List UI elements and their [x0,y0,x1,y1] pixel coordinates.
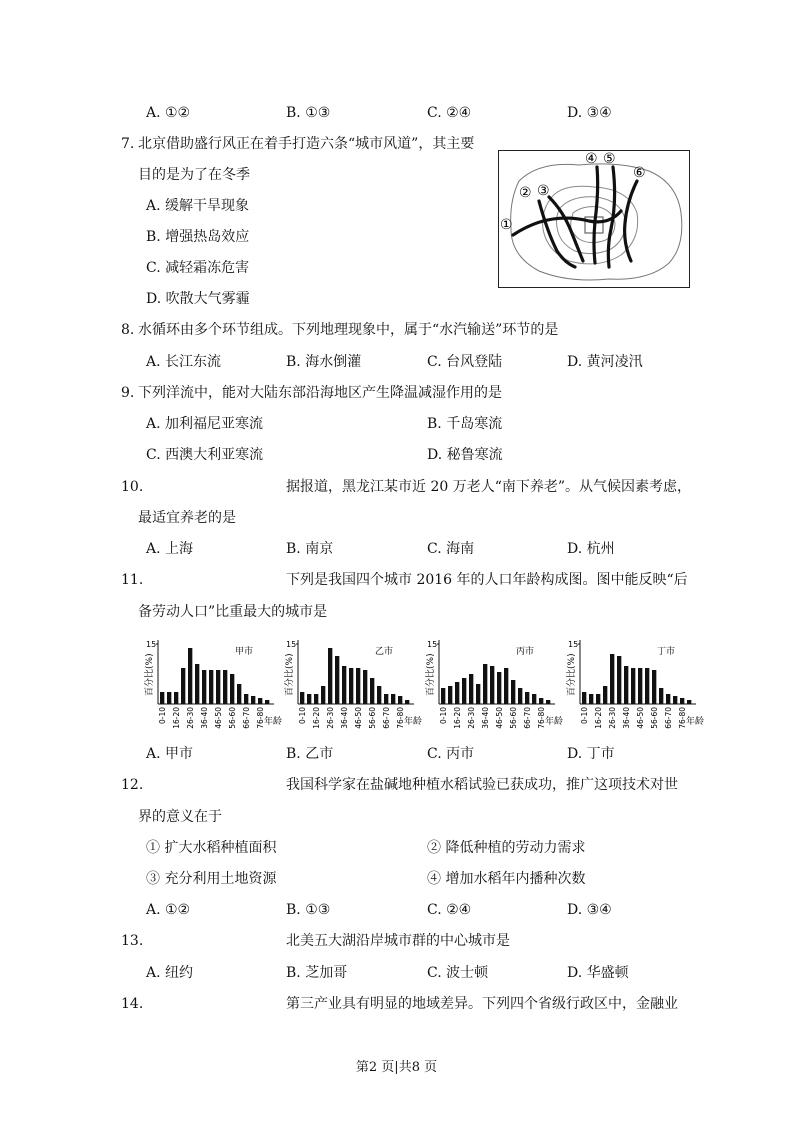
chart-title: 丁市 [657,647,676,657]
x-tick-label: 76-80 [678,707,688,729]
page-footer: 第2 页|共8 页 [355,1060,438,1075]
bar [455,682,459,704]
bar [469,674,473,704]
q9-stem: 下列洋流中，能对大陆东部沿海地区产生降温减湿作用的是 [138,385,502,401]
x-tick-label: 36-40 [622,707,632,729]
x-tick-label: 46-50 [214,707,224,729]
q12-item-4: ④ 增加水稻年内播种次数 [427,871,586,887]
q13-option-d: D. 华盛顿 [567,965,629,981]
x-tick-label: 66-70 [664,707,674,729]
bar [363,670,367,704]
bar [307,694,311,704]
x-tick-label: 76-80 [537,707,547,729]
q12-item-1: ① 扩大水稻种植面积 [146,840,277,856]
q13-number: 13. [121,933,144,949]
x-tick-label: 0-10 [580,707,590,725]
bar [181,668,185,704]
q9-option-a: A. 加利福尼亚寒流 [146,416,264,432]
q10-stem-line1: 据报道，黑龙江某市近 20 万老人“南下养老”。从气候因素考虑， [286,479,692,495]
bar [398,696,402,704]
bar [603,686,607,704]
q6-option-a: A. ①② [146,105,191,121]
bar [448,686,452,704]
bar [673,696,677,704]
q12-item-2: ② 降低种植的劳动力需求 [427,840,586,856]
chart-jia [140,634,288,734]
chart-title: 乙市 [375,647,394,657]
x-axis-label: 年龄 [404,717,423,727]
chart-title: 丙市 [516,647,535,657]
bar [251,696,255,704]
bar [490,666,494,704]
x-tick-label: 16-20 [172,707,182,729]
x-tick-label: 26-30 [326,707,336,729]
bar [174,692,178,704]
x-tick-label: 76-80 [396,707,406,729]
q6-option-b: B. ①③ [286,105,331,121]
x-tick-label: 56-60 [368,707,378,729]
bar [216,670,220,704]
bar [582,692,586,704]
x-tick-label: 66-70 [523,707,533,729]
bar [645,668,649,704]
bar [631,668,635,704]
bar [237,684,241,704]
q14-stem: 第三产业具有明显的地域差异。下列四个省级行政区中，金融业 [286,996,678,1012]
bar [539,698,543,704]
q11-number: 11. [121,572,144,588]
bar [659,688,663,704]
q13-option-c: C. 波士顿 [427,965,489,981]
bar [370,678,374,704]
q14-number: 14. [121,996,144,1012]
bar [349,668,353,704]
wind-corridor-map [498,150,690,288]
x-tick-label: 0-10 [158,707,168,725]
q11-option-a: A. 甲市 [146,746,194,762]
bar [160,692,164,704]
q8-option-b: B. 海水倒灌 [286,354,362,370]
x-axis-label: 年龄 [545,717,564,727]
q11-stem-line1: 下列是我国四个城市 2016 年的人口年龄构成图。图中能反映“后 [286,572,688,588]
map-label-5: ⑤ [603,151,616,167]
map-label-1: ① [500,217,513,233]
bar [391,694,395,704]
x-tick-label: 66-70 [242,707,252,729]
q11-option-b: B. 乙市 [286,746,334,762]
x-tick-label: 26-30 [467,707,477,729]
q12-option-b: B. ①③ [286,902,331,918]
x-tick-label: 46-50 [495,707,505,729]
x-axis-label: 年龄 [686,717,705,727]
bar [328,648,332,704]
bar [195,664,199,704]
x-tick-label: 16-20 [312,707,322,729]
bar [497,672,501,704]
bar [384,694,388,704]
bar [441,688,445,704]
x-tick-label: 0-10 [439,707,449,725]
corridor-6 [625,181,637,261]
x-tick-label: 46-50 [636,707,646,729]
bar [356,668,360,704]
y-axis-label: 百分比(%) [567,653,577,696]
q6-option-c: C. ②④ [427,105,472,121]
q6-option-d: D. ③④ [567,105,612,121]
bar [265,700,269,704]
bar [504,668,508,704]
x-tick-label: 56-60 [228,707,238,729]
x-tick-label: 66-70 [382,707,392,729]
q10-stem-line2: 最适宜养老的是 [138,510,236,526]
bar [525,692,529,704]
q7-option-a: A. 缓解干旱现象 [146,198,250,214]
bar [209,670,213,704]
q11-option-d: D. 丁市 [567,746,615,762]
bar [638,668,642,704]
bar [335,656,339,704]
bar [532,694,536,704]
q12-option-c: C. ②④ [427,902,472,918]
q11-stem-line2: 备劳动人口”比重最大的城市是 [138,604,328,620]
bar [546,700,550,704]
map-label-6: ⑥ [633,165,646,181]
chart-title: 甲市 [235,647,254,657]
bar [462,678,466,704]
bar [258,698,262,704]
bar [518,688,522,704]
q10-number: 10. [121,479,144,495]
bar [342,666,346,704]
q13-option-b: B. 芝加哥 [286,965,348,981]
chart-ding [562,634,710,734]
x-tick-label: 36-40 [481,707,491,729]
q8-option-d: D. 黄河凌汛 [567,354,643,370]
bar [687,700,691,704]
q7-option-c: C. 减轻霜冻危害 [146,260,250,276]
bar [652,670,656,704]
bar [223,670,227,704]
corridor-4 [594,167,598,263]
q12-stem-line2: 界的意义在于 [138,809,222,825]
x-tick-label: 26-30 [608,707,618,729]
y-axis-label: 百分比(%) [145,653,155,696]
q10-option-b: B. 南京 [286,541,334,557]
bar [666,694,670,704]
bar [314,694,318,704]
bar [610,654,614,704]
q12-option-a: A. ①② [146,902,191,918]
q12-option-d: D. ③④ [567,902,612,918]
q12-number: 12. [121,777,144,793]
q7-option-d: D. 吹散大气雾霾 [146,291,250,307]
x-tick-label: 56-60 [509,707,519,729]
map-label-4: ④ [585,151,598,167]
q9-option-b: B. 千岛寒流 [427,416,503,432]
q7-option-b: B. 增强热岛效应 [146,229,250,245]
q8-option-c: C. 台风登陆 [427,354,503,370]
map-label-2: ② [519,185,532,201]
bar [680,698,684,704]
q8-stem: 水循环由多个环节组成。下列地理现象中，属于“水汽输送”环节的是 [138,322,559,338]
bar [244,694,248,704]
q8-option-a: A. 长江东流 [146,354,222,370]
q13-option-a: A. 纽约 [146,965,194,981]
q10-option-d: D. 杭州 [567,541,615,557]
bar [483,664,487,704]
bar [596,694,600,704]
q8-number: 8. [121,322,135,338]
q12-stem-line1: 我国科学家在盐碱地种植水稻试验已获成功，推广这项技术对世 [286,777,678,793]
bar [511,680,515,704]
bar [202,670,206,704]
bar [188,648,192,704]
q7-number: 7. [121,136,135,152]
map-label-3: ③ [537,183,550,199]
q10-option-c: C. 海南 [427,541,475,557]
q9-option-d: D. 秘鲁寒流 [427,447,503,463]
x-tick-label: 76-80 [256,707,266,729]
x-tick-label: 36-40 [340,707,350,729]
bar [167,692,171,704]
y-tick-label: 15 [568,640,579,649]
x-tick-label: 16-20 [453,707,463,729]
q10-option-a: A. 上海 [146,541,194,557]
bar [300,692,304,704]
bar [321,686,325,704]
q9-number: 9. [121,385,135,401]
q12-item-3: ③ 充分利用土地资源 [146,871,277,887]
x-tick-label: 16-20 [594,707,604,729]
corridor-5 [608,167,614,267]
x-tick-label: 26-30 [186,707,196,729]
y-tick-label: 15 [286,640,297,649]
bar [377,686,381,704]
bar [230,674,234,704]
q7-stem-line2: 目的是为了在冬季 [138,167,250,183]
bar [617,656,621,704]
bar [589,694,593,704]
x-tick-label: 56-60 [650,707,660,729]
q7-stem-line1: 北京借助盛行风正在着手打造六条“城市风道”，其主要 [138,136,475,152]
wind-corridor-map-svg [499,151,689,287]
x-tick-label: 46-50 [354,707,364,729]
y-tick-label: 15 [146,640,157,649]
bar [476,684,480,704]
x-axis-label: 年龄 [264,717,283,727]
y-axis-label: 百分比(%) [285,653,295,696]
chart-bing [421,634,569,734]
chart-yi [280,634,428,734]
bar [405,700,409,704]
q11-option-c: C. 丙市 [427,746,475,762]
x-tick-label: 0-10 [298,707,308,725]
q9-option-c: C. 西澳大利亚寒流 [146,447,264,463]
y-tick-label: 15 [427,640,438,649]
y-axis-label: 百分比(%) [426,653,436,696]
bar [624,666,628,704]
q13-stem: 北美五大湖沿岸城市群的中心城市是 [286,933,510,949]
x-tick-label: 36-40 [200,707,210,729]
